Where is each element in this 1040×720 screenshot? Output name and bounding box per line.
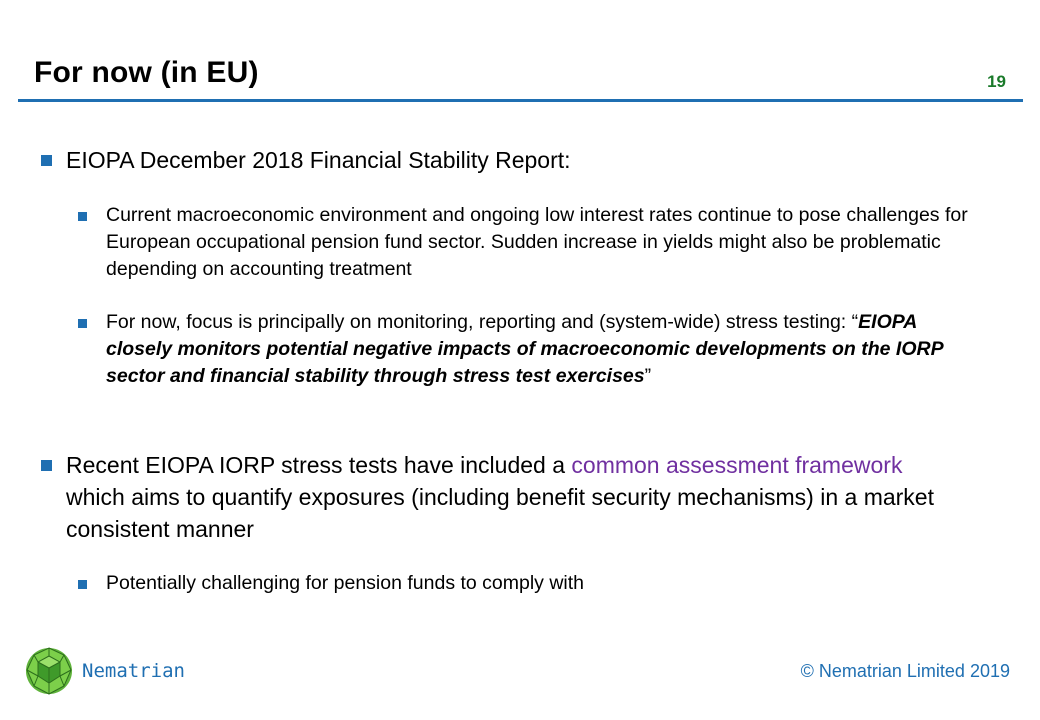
square-bullet-icon (78, 319, 87, 328)
square-bullet-icon (78, 212, 87, 221)
bullet-prefix: Recent EIOPA IORP stress tests have included a (66, 452, 572, 478)
brand-name: Nematrian (82, 660, 185, 682)
title-divider (18, 99, 1023, 102)
sub-bullet-item (106, 309, 986, 390)
bullet-text: EIOPA December 2018 Financial Stability Report: (66, 147, 571, 173)
sub-bullet-prefix: For now, focus is principally on monitoring, reporting and (system-wide) stress testing: “ (106, 311, 859, 333)
green-geodesic-sphere-icon (24, 646, 74, 696)
copyright-notice: © Nematrian Limited 2019 (800, 661, 1010, 681)
sub-bullet-item (106, 570, 986, 597)
square-bullet-icon (41, 155, 52, 166)
quoted-emphasis: EIOPA closely monitors potential negative impacts of macroeconomic developments on the IORP sector and financial stability through stress test exercises (106, 311, 943, 387)
square-bullet-icon (41, 460, 52, 471)
bullet-suffix: which aims to quantify exposures (including benefit security mechanisms) in a market consistent manner (66, 484, 934, 542)
sub-bullet-item (106, 202, 986, 283)
bullet-item (66, 144, 966, 176)
page-number: 19 (987, 72, 1006, 91)
slide-title: For now (in EU) (34, 56, 259, 89)
highlighted-term: common assessment framework (571, 452, 903, 478)
sub-bullet-suffix: ” (644, 365, 652, 387)
square-bullet-icon (78, 580, 87, 589)
sub-bullet-text: Potentially challenging for pension funds to comply with (106, 572, 585, 594)
sub-bullet-text: Current macroeconomic environment and ongoing low interest rates continue to pose challenges for European occupational pension fund sector. Sudden increase in yields might also be problematic depending on accounting treatment (106, 204, 968, 280)
bullet-item (66, 449, 966, 545)
